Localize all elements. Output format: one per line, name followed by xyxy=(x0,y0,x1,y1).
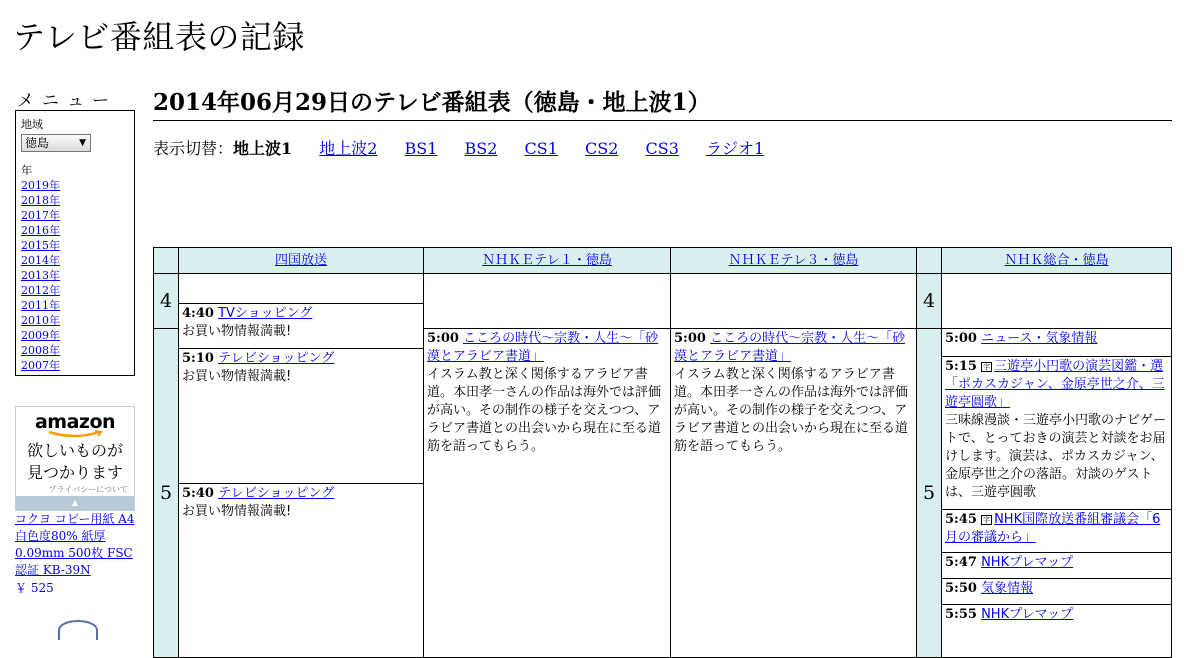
region-select-value: 徳島 xyxy=(25,136,50,150)
program-time: 5:55 xyxy=(945,607,977,622)
switch-current: 地上波1 xyxy=(233,139,293,158)
channel-header-etele3 xyxy=(670,247,917,274)
caption-icon: 字 xyxy=(983,516,991,524)
switch-link-cs3[interactable]: CS3 xyxy=(645,139,679,158)
year-link-2018[interactable]: 2018年 xyxy=(21,194,60,207)
program-cell xyxy=(178,483,424,658)
program-desc: お買い物情報満載! xyxy=(182,324,292,339)
channel-link-nhk-sogo[interactable]: ＮＨＫ総合・徳島 xyxy=(1004,253,1109,268)
region-label: 地域 xyxy=(21,118,43,131)
program-cell xyxy=(941,604,1172,658)
program-title-link[interactable]: ニュース・気象情報 xyxy=(981,331,1098,346)
program-title-link[interactable]: 三遊亭小円歌の演芸図鑑・選「ポカスカジャン、金原亭世之介、三遊亭圓歌」 xyxy=(945,359,1165,410)
hour-label: 4 xyxy=(159,290,173,312)
program-time: 4:40 xyxy=(182,306,214,321)
channel-link-etele3[interactable]: ＮＨＫＥテレ３・徳島 xyxy=(728,253,859,268)
hour-label: 4 xyxy=(922,290,936,312)
program-desc: イスラム教と深く関係するアラビア書道。本田孝一さんの作品は海外では評価が高い。その制作の様子を交えつつ、アラビア書道との出会いから現在に至る道筋を語ってもらう。 xyxy=(427,367,662,454)
channel-header-etele1 xyxy=(423,247,671,274)
program-time: 5:40 xyxy=(182,486,214,501)
program-grid xyxy=(153,247,1172,647)
ad-tagline-line1: 欲しいものが xyxy=(26,441,123,460)
year-link-2015[interactable]: 2015年 xyxy=(21,239,60,252)
program-time: 5:10 xyxy=(182,351,214,366)
hour-cell-4-right xyxy=(916,273,942,329)
product-thumbnail[interactable] xyxy=(58,620,98,640)
region-select[interactable] xyxy=(21,134,91,152)
program-time: 5:50 xyxy=(945,581,977,596)
dropdown-arrow-icon: ▼ xyxy=(79,138,86,148)
program-desc: 三味線漫談・三遊亭小円歌のナビゲートで、とっておきの演芸と対談をお届けします。演芸は、ポカスカジャン、金原亭世之介の落語。対談のゲストは、三遊亭圓歌 xyxy=(945,413,1167,500)
site-title: テレビ番組表の記録 xyxy=(13,18,305,56)
program-time: 5:00 xyxy=(427,331,459,346)
year-link-2013[interactable]: 2013年 xyxy=(21,269,60,282)
year-list xyxy=(21,178,129,373)
channel-link-etele1[interactable]: ＮＨＫＥテレ１・徳島 xyxy=(482,253,612,268)
ad-expand-icon[interactable]: ▲ xyxy=(16,496,134,510)
program-time: 5:45 xyxy=(945,512,977,527)
year-link-2008[interactable]: 2008年 xyxy=(21,344,60,357)
year-link-2007[interactable]: 2007年 xyxy=(21,359,60,372)
switch-link-bs1[interactable]: BS1 xyxy=(404,139,438,158)
program-time: 5:47 xyxy=(945,555,977,570)
switch-link-cs1[interactable]: CS1 xyxy=(524,139,558,158)
program-title-link[interactable]: こころの時代～宗教・人生～「砂漠とアラビア書道」 xyxy=(674,331,906,364)
year-link-2017[interactable]: 2017年 xyxy=(21,209,60,222)
empty-slot xyxy=(178,273,424,304)
program-title-link[interactable]: NHKプレマップ xyxy=(981,607,1074,622)
program-cell xyxy=(670,328,917,658)
year-link-2011[interactable]: 2011年 xyxy=(21,299,60,312)
program-cell xyxy=(941,578,1172,605)
caption-icon: 字 xyxy=(983,363,991,371)
year-link-2012[interactable]: 2012年 xyxy=(21,284,60,297)
program-cell xyxy=(178,303,424,349)
amazon-ad-banner[interactable] xyxy=(15,406,135,511)
program-cell xyxy=(941,509,1172,553)
program-time: 5:00 xyxy=(945,331,977,346)
product-price: ￥ 525 xyxy=(15,581,54,595)
switch-link-bs2[interactable]: BS2 xyxy=(464,139,498,158)
year-link-2010[interactable]: 2010年 xyxy=(21,314,60,327)
program-title-link[interactable]: TVショッピング xyxy=(218,306,313,321)
program-title-link[interactable]: テレビショッピング xyxy=(218,351,335,366)
program-cell xyxy=(941,328,1172,357)
ad-tagline-line2: 見つかります xyxy=(26,463,123,482)
empty-slot xyxy=(670,273,917,329)
display-switcher xyxy=(153,136,786,159)
menu-heading: メニュー xyxy=(17,91,117,111)
empty-slot xyxy=(941,273,1172,329)
page-heading: 2014年06月29日のテレビ番組表（徳島・地上波1） xyxy=(153,84,1172,121)
hour-cell-5 xyxy=(153,328,179,658)
ad-privacy-link[interactable]: プライバシーについて xyxy=(48,485,128,494)
program-desc: お買い物情報満載! xyxy=(182,369,292,384)
channel-link-shikoku[interactable]: 四国放送 xyxy=(274,253,327,268)
switch-link-cs2[interactable]: CS2 xyxy=(585,139,619,158)
product-link[interactable]: コクヨ コピー用紙 A4 白色度80% 紙厚 0.09mm 500枚 FSC認証 KB-39N xyxy=(15,512,135,577)
switch-label: 表示切替： xyxy=(153,139,234,158)
program-desc: お買い物情報満載! xyxy=(182,504,292,519)
program-cell xyxy=(941,552,1172,579)
program-title-link[interactable]: テレビショッピング xyxy=(218,486,335,501)
program-time: 5:15 xyxy=(945,359,977,374)
corner-cell xyxy=(153,247,179,274)
year-link-2019[interactable]: 2019年 xyxy=(21,179,60,192)
year-link-2014[interactable]: 2014年 xyxy=(21,254,60,267)
hour-label: 5 xyxy=(159,482,173,504)
year-link-2009[interactable]: 2009年 xyxy=(21,329,60,342)
switch-link-terrestrial2[interactable]: 地上波2 xyxy=(319,139,378,158)
corner-cell-2 xyxy=(916,247,942,274)
channel-header-nhk-sogo xyxy=(941,247,1172,274)
program-title-link[interactable]: NHKプレマップ xyxy=(981,555,1074,570)
empty-slot xyxy=(423,273,671,329)
hour-cell-5-right xyxy=(916,328,942,658)
switch-link-radio1[interactable]: ラジオ1 xyxy=(705,139,765,158)
hour-cell-4 xyxy=(153,273,179,329)
program-title-link[interactable]: NHK国際放送番組審議会「6月の審議から」 xyxy=(945,512,1161,545)
program-cell xyxy=(423,328,671,658)
year-label: 年 xyxy=(21,164,32,177)
program-time: 5:00 xyxy=(674,331,706,346)
program-cell xyxy=(941,356,1172,510)
channel-header-shikoku xyxy=(178,247,424,274)
menu-box xyxy=(15,110,135,376)
amazon-logo: amazon xyxy=(34,411,116,433)
program-title-link[interactable]: 気象情報 xyxy=(981,581,1034,596)
hour-label: 5 xyxy=(922,482,936,504)
program-desc: イスラム教と深く関係するアラビア書道。本田孝一さんの作品は海外では評価が高い。その制作の様子を交えつつ、アラビア書道との出会いから現在に至る道筋を語ってもらう。 xyxy=(674,367,909,454)
program-cell xyxy=(178,348,424,484)
year-link-2016[interactable]: 2016年 xyxy=(21,224,60,237)
program-title-link[interactable]: こころの時代～宗教・人生～「砂漠とアラビア書道」 xyxy=(427,331,659,364)
